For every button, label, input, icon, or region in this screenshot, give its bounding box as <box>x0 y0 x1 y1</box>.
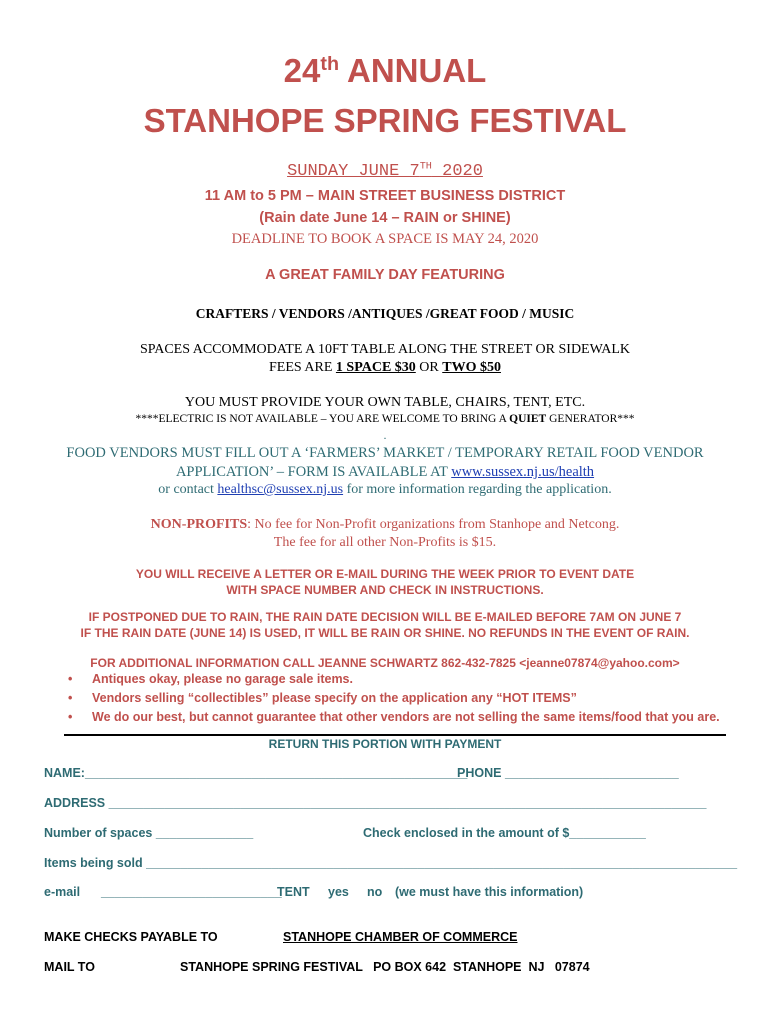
fee-two-spaces: TWO $50 <box>442 360 501 375</box>
phone-field[interactable] <box>457 766 679 780</box>
spaces-field[interactable] <box>44 826 253 840</box>
list-item: • Vendors selling “collectibles” please specify on the application any “HOT ITEMS” <box>64 689 720 708</box>
booking-deadline: DEADLINE TO BOOK A SPACE IS MAY 24, 2020 <box>231 231 539 247</box>
electric-quiet: QUIET <box>509 413 547 425</box>
food-contact-prefix: or contact <box>158 482 218 497</box>
space-size-text: SPACES ACCOMMODATE A 10FT TABLE ALONG THE STREET OR SIDEWALK <box>139 342 631 357</box>
name-blank[interactable]: _______________________________________________________ <box>84 766 468 780</box>
email-label: e-mail <box>44 885 81 899</box>
featuring-list: CRAFTERS / VENDORS /ANTIQUES /GREAT FOOD / MUSIC <box>195 306 575 321</box>
date-suffix: TH <box>419 161 432 173</box>
mail-to-label: MAIL TO <box>44 960 95 974</box>
items-blank[interactable]: _____________________________________________________________________________________ <box>146 856 738 870</box>
tent-note: (we must have this information) <box>395 885 584 899</box>
email-blank[interactable]: __________________________ <box>100 885 282 899</box>
festival-title-line2: STANHOPE SPRING FESTIVAL <box>143 102 627 139</box>
spaces-blank[interactable]: ______________ <box>155 826 254 840</box>
nonprofit-line1 <box>0 517 770 533</box>
list-item: • We do our best, but cannot guarantee that other vendors are not selling the same items/food that you are. <box>64 708 720 727</box>
tent-label: TENT <box>277 885 310 899</box>
title-rest: ANNUAL <box>339 52 487 89</box>
address-field[interactable] <box>44 796 706 810</box>
fees-line <box>0 360 770 376</box>
rain-date: (Rain date June 14 – RAIN or SHINE) <box>259 210 511 226</box>
form-heading: RETURN THIS PORTION WITH PAYMENT <box>268 737 502 751</box>
check-amount-field[interactable] <box>363 826 646 840</box>
nonprofit-line1-rest: : No fee for Non-Profit organizations from Stanhope and Netcong. <box>247 517 620 532</box>
food-contact-suffix: for more information regarding the application. <box>343 482 612 497</box>
event-date <box>0 162 770 181</box>
name-label: NAME: <box>44 766 85 780</box>
fees-or: OR <box>415 360 443 375</box>
letter-notice-line1: YOU WILL RECEIVE A LETTER OR E-MAIL DURING THE WEEK PRIOR TO EVENT DATE <box>135 567 635 581</box>
phone-label: PHONE <box>457 766 502 780</box>
food-vendor-line1: FOOD VENDORS MUST FILL OUT A ‘FARMERS’ MARKET / TEMPORARY RETAIL FOOD VENDOR <box>66 445 704 461</box>
payable-value: STANHOPE CHAMBER OF COMMERCE <box>283 930 518 944</box>
check-label: Check enclosed in the amount of $ <box>363 826 570 840</box>
postpone-notice-line2: IF THE RAIN DATE (JUNE 14) IS USED, IT WILL BE RAIN OR SHINE. NO REFUNDS IN THE EVENT OF RAIN. <box>80 626 690 640</box>
postpone-notice-line1: IF POSTPONED DUE TO RAIN, THE RAIN DATE DECISION WILL BE E-MAILED BEFORE 7AM ON JUNE 7 <box>88 610 682 624</box>
title-number: 24 <box>283 52 321 89</box>
rules-list <box>64 670 720 727</box>
tent-no-option[interactable]: no <box>367 885 383 899</box>
name-field[interactable] <box>44 766 467 780</box>
food-vendor-contact <box>0 482 770 498</box>
items-field[interactable] <box>44 856 737 870</box>
spaces-label: Number of spaces <box>44 826 153 840</box>
phone-blank[interactable]: _________________________ <box>504 766 679 780</box>
list-item: • Antiques okay, please no garage sale items. <box>64 670 720 689</box>
electric-prefix: ****ELECTRIC IS NOT AVAILABLE – YOU ARE WELCOME TO BRING A <box>135 413 510 425</box>
letter-notice-line2: WITH SPACE NUMBER AND CHECK IN INSTRUCTIONS. <box>226 583 544 597</box>
nonprofit-line2: The fee for all other Non-Profits is $15. <box>273 535 497 550</box>
nonprofit-label: NON-PROFITS <box>150 517 248 532</box>
event-hours: 11 AM to 5 PM – MAIN STREET BUSINESS DISTRICT <box>204 188 566 204</box>
electric-suffix: GENERATOR*** <box>546 413 635 425</box>
payable-label: MAKE CHECKS PAYABLE TO <box>44 930 218 944</box>
separator-dot: . <box>383 428 387 442</box>
health-website-link[interactable]: www.sussex.nj.us/health <box>451 464 595 480</box>
date-main: SUNDAY JUNE 7 <box>287 162 420 181</box>
fees-prefix: FEES ARE <box>269 360 336 375</box>
mail-to-address: STANHOPE SPRING FESTIVAL PO BOX 642 STANHOPE NJ 07874 <box>180 960 590 974</box>
health-email-link[interactable]: healthsc@sussex.nj.us <box>217 482 344 497</box>
electric-notice <box>0 413 770 425</box>
tent-yes-option[interactable]: yes <box>328 885 349 899</box>
form-divider <box>64 734 726 736</box>
festival-title-line1 <box>0 52 770 90</box>
fee-one-space: 1 SPACE $30 <box>335 360 416 375</box>
title-suffix: th <box>320 53 340 75</box>
address-blank[interactable]: ______________________________________________________________________________________ <box>108 796 707 810</box>
date-year: 2020 <box>431 162 483 181</box>
items-label: Items being sold <box>44 856 143 870</box>
address-label: ADDRESS <box>44 796 106 810</box>
featuring-heading: A GREAT FAMILY DAY FEATURING <box>265 267 505 283</box>
check-blank[interactable]: ___________ <box>569 826 646 840</box>
email-field[interactable] <box>44 885 282 899</box>
contact-info: FOR ADDITIONAL INFORMATION CALL JEANNE SCHWARTZ 862-432-7825 <jeanne07874@yahoo.com> <box>90 656 680 670</box>
food-vendor-line2 <box>0 464 770 481</box>
food-vendor-line2-prefix: APPLICATION’ – FORM IS AVAILABLE AT <box>175 464 452 480</box>
provide-equipment: YOU MUST PROVIDE YOUR OWN TABLE, CHAIRS, TENT, ETC. <box>184 395 586 410</box>
